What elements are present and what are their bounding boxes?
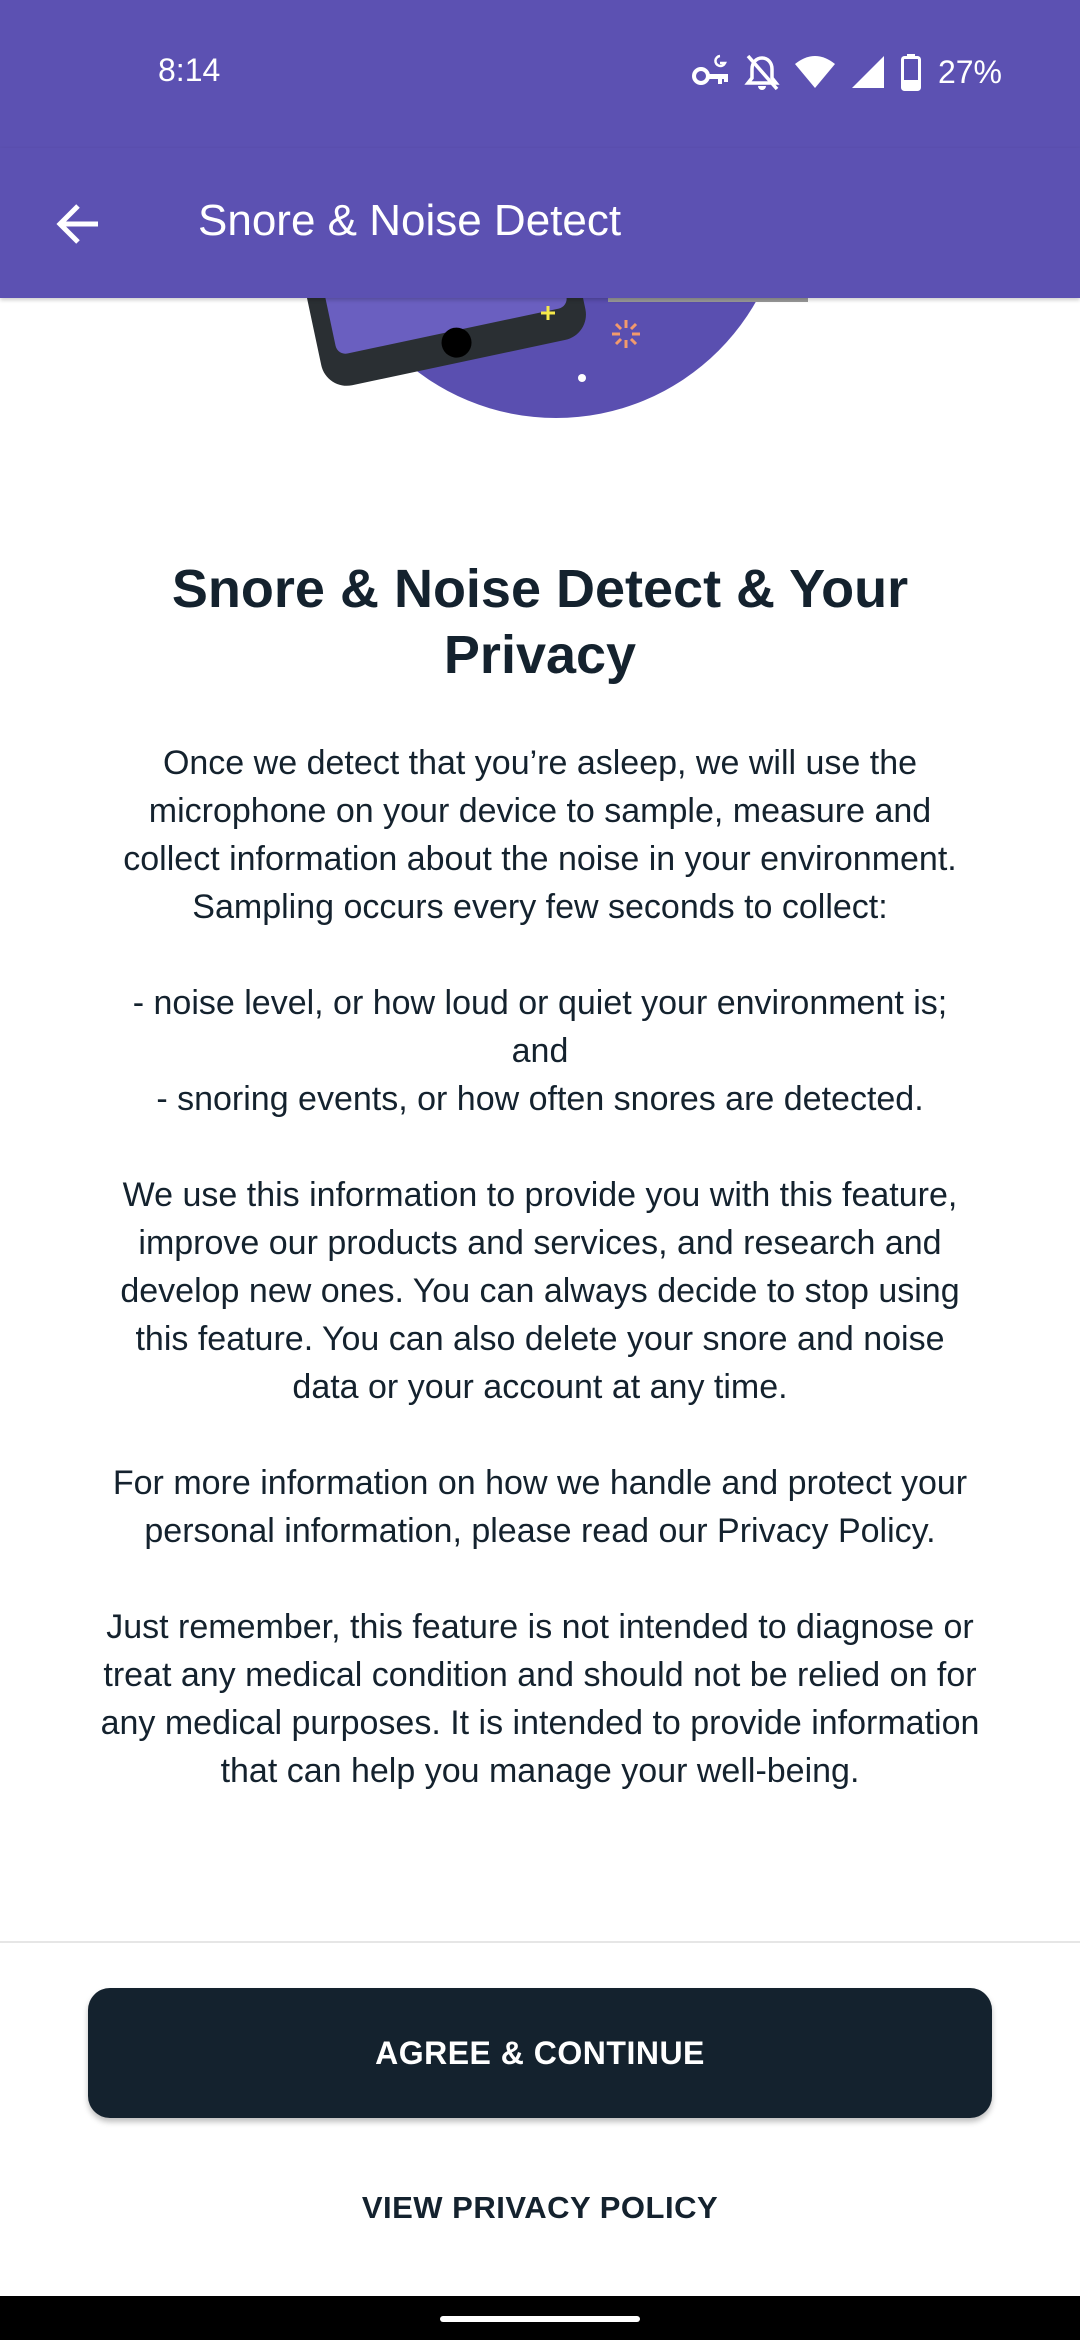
app-bar xyxy=(0,148,1080,298)
notifications-off-icon xyxy=(744,52,780,92)
app-bar-title: Snore & Noise Detect xyxy=(198,196,622,245)
paragraph-usage: We use this information to provide you with this feature, improve our products and services, and research and develop new ones. You can always decide to stop using this feature. You can also delete your snore and noise data or your account at any time. xyxy=(120,1176,960,1406)
cell-signal-icon xyxy=(850,52,886,92)
privacy-body xyxy=(100,739,980,1843)
home-gesture-handle[interactable] xyxy=(440,2316,640,2322)
divider xyxy=(0,1941,1080,1943)
paragraph-collected-data: - noise level, or how loud or quiet your environment is; and - snoring events, or how often snores are detected. xyxy=(132,984,948,1118)
paragraph-privacy-policy: For more information on how we handle and protect your personal information, please read our Privacy Policy. xyxy=(112,1464,968,1550)
status-icons xyxy=(690,52,1002,92)
paragraph-sampling: Once we detect that you’re asleep, we will use the microphone on your device to sample, measure and collect information about the noise in your environment. Sampling occurs every few seconds to collect: xyxy=(123,744,957,926)
battery-icon xyxy=(900,52,922,92)
privacy-content[interactable] xyxy=(0,298,1080,1941)
privacy-heading: Snore & Noise Detect & Your Privacy xyxy=(171,559,909,685)
vpn-key-icon xyxy=(690,52,730,92)
wifi-icon xyxy=(794,52,836,92)
arrow-back-icon xyxy=(54,200,102,248)
view-privacy-policy-button[interactable]: VIEW PRIVACY POLICY xyxy=(361,2190,719,2225)
status-time: 8:14 xyxy=(158,52,221,88)
status-bar xyxy=(0,0,1080,148)
back-button[interactable] xyxy=(38,184,118,264)
navigation-bar xyxy=(0,2296,1080,2340)
agree-continue-button[interactable]: AGREE & CONTINUE xyxy=(88,1988,992,2118)
snore-illustration xyxy=(0,298,1080,428)
paragraph-medical-disclaimer: Just remember, this feature is not intended to diagnose or treat any medical condition and should not be relied on for any medical purposes. It is intended to provide information that can help you manage your well-being. xyxy=(100,1608,980,1790)
battery-percent: 27% xyxy=(937,53,1002,90)
